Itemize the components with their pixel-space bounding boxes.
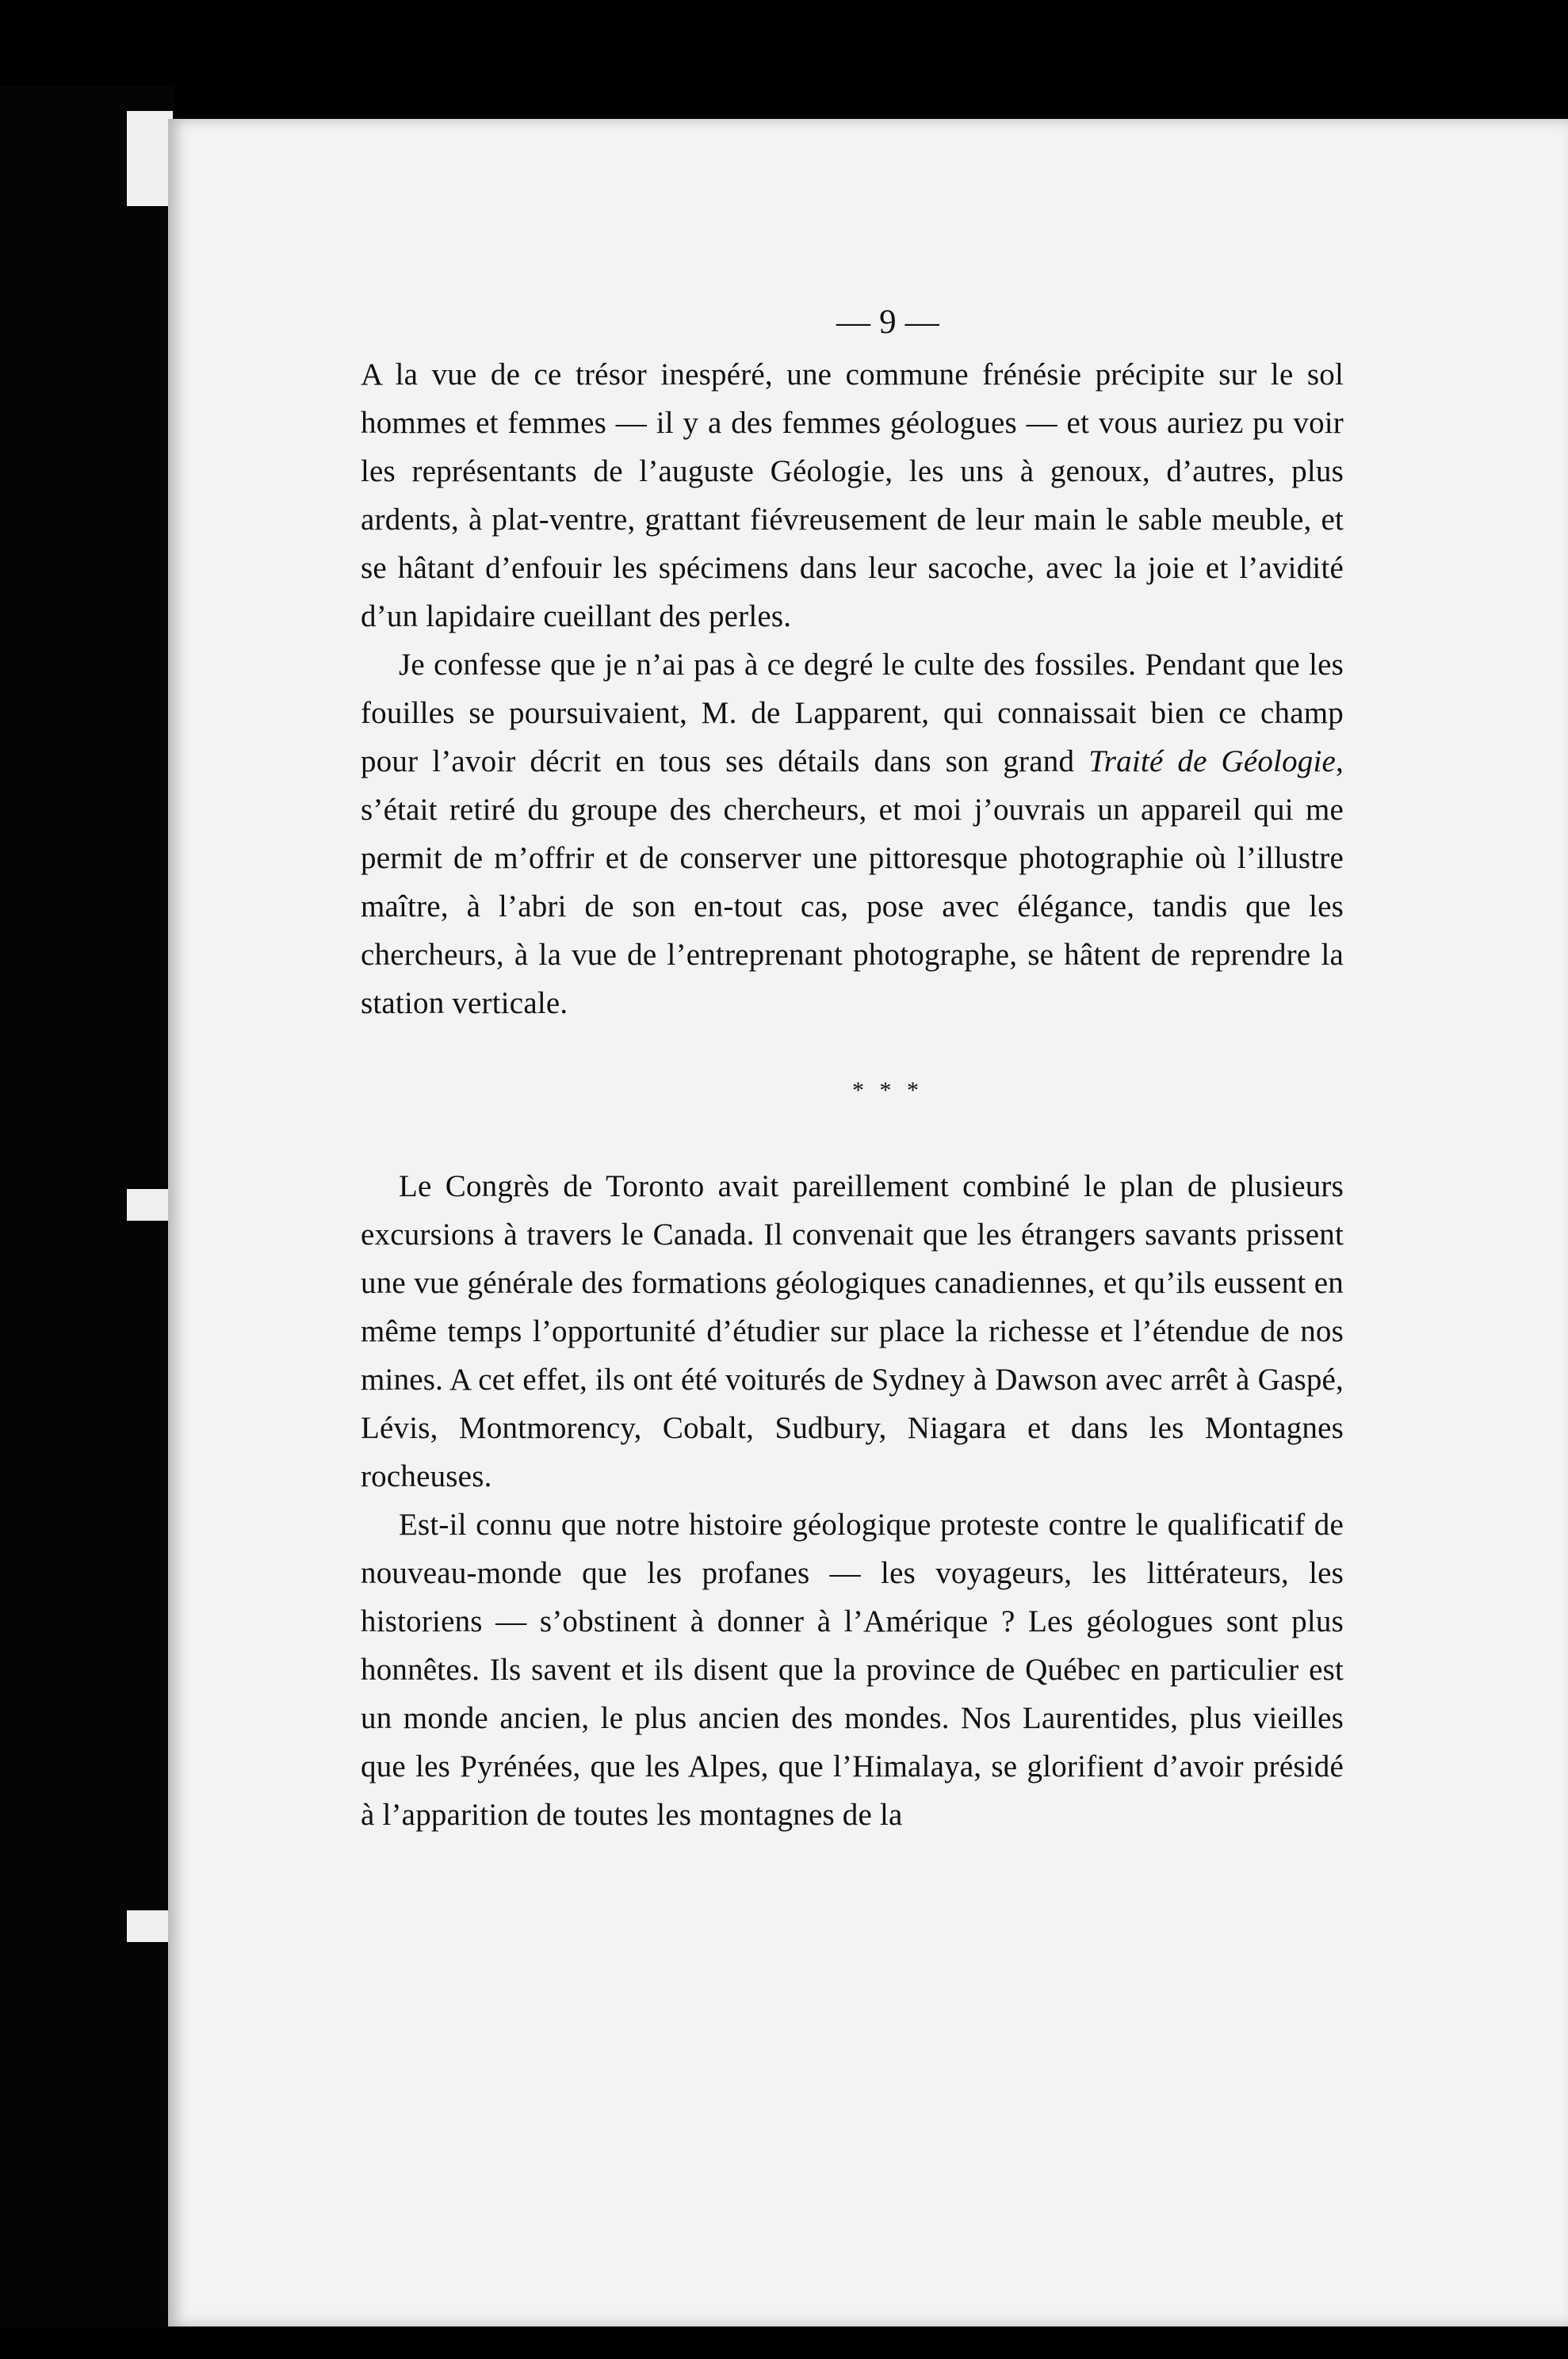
page-content <box>361 301 1344 1839</box>
binding-mark <box>127 111 173 206</box>
binding-mark <box>127 1910 173 1942</box>
paragraph-4: Est-il connu que notre histoire géologique proteste contre le qualificatif de nouveau-monde que les profanes — les voyageurs, les littérateurs, les historiens — s’obstinent à donner à l’Amérique ? Les géologues sont plus honnêtes. Ils savent et ils disent que la province de Québec en particulier est un monde ancien, le plus ancien des mondes. Nos Laurentides, plus vieilles que les Pyrénées, que les Alpes, que l’Himalaya, se glorifient d’avoir présidé à l’apparition de toutes les montagnes de la <box>361 1508 1344 1832</box>
paragraph-3: Le Congrès de Toronto avait pareillement combiné le plan de plusieurs excursions à travers le Canada. Il convenait que les étrangers savants prissent une vue générale des formations géologiques canadiennes, et qu’ils eussent en même temps l’opportunité d’étudier sur place la richesse et l’étendue de nos mines. A cet effet, ils ont été voiturés de Sydney à Dawson avec arrêt à Gaspé, Lévis, Montmorency, Cobalt, Sudbury, Niagara et dans les Montagnes rocheuses. <box>361 1169 1344 1493</box>
paragraph-2-text-start: Je confesse que je n’ai pas à ce degré le culte des fossiles. Pendant que les fouilles se poursuivaient, M. de Lapparent, qui connaissait bien ce champ pour l’avoir décrit en tous ses détails dans son grand <box>361 648 1344 778</box>
binding-mark <box>127 1189 173 1221</box>
paragraph-1: A la vue de ce trésor inespéré, une commune frénésie précipite sur le sol hommes et femmes — il y a des femmes géologues — et vous auriez pu voir les représentants de l’auguste Géologie, les uns à genoux, d’autres, plus ardents, à plat-ventre, grattant fiévreusement de leur main le sable meuble, et se hâtant d’enfouir les spécimens dans leur sacoche, avec la joie et l’avidité d’un lapidaire cueillant des perles. <box>361 357 1344 633</box>
paragraph-2-text-end: , s’était retiré du groupe des chercheurs, et moi j’ouvrais un appareil qui me permit de m’offrir et de conserver une pittoresque photographie où l’illustre maître, à l’abri de son en-tout cas, pose avec élégance, tandis que les chercheurs, à la vue de l’entreprenant photographe, se hâtent de reprendre la station verticale. <box>361 744 1344 1020</box>
page-number: — 9 — <box>836 304 939 341</box>
paragraph-2 <box>361 640 1344 1027</box>
book-title: Traité de Géologie <box>1088 744 1337 778</box>
section-ornament: * * * <box>852 1077 924 1103</box>
